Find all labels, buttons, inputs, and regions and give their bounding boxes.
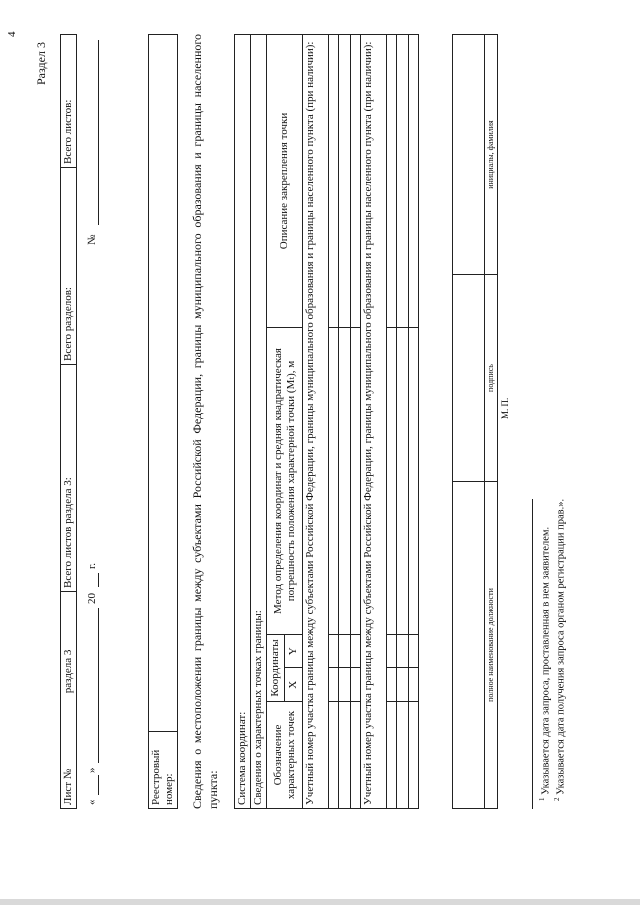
col-method: Метод определения координат и средняя квадратическая погрешность положения характерной точки (Mₜ), м <box>267 328 303 635</box>
col-coordinates: Координаты <box>267 635 285 702</box>
registry-value <box>149 35 178 732</box>
signature-sign-caption: подпись <box>485 275 498 482</box>
signature-name-caption: инициалы, фамилия <box>485 35 498 275</box>
footnotes <box>538 31 567 801</box>
date-open-quote: « <box>86 799 98 805</box>
record-1-cell: Учетный номер участка границы между субъектами Российской Федерации, границы муниципального образования и границы населенного пункта (при наличии): <box>303 35 329 809</box>
number-value-line <box>98 40 99 225</box>
footnote-1 <box>538 31 553 801</box>
registry-label: Реестровый номер: <box>149 732 178 809</box>
date-year-prefix: 20 <box>86 593 98 604</box>
table-row <box>397 35 409 809</box>
table-row <box>351 35 361 809</box>
signature-table <box>452 34 498 809</box>
registry-table <box>148 34 178 809</box>
points-info-cell: Сведения о характерных точках границы: <box>251 35 267 809</box>
table-row <box>387 35 397 809</box>
total-sheets-cell: Всего листов: <box>61 35 77 168</box>
signature-position-caption: полное наименование должности <box>485 482 498 809</box>
footnote-1-mark: 1 <box>538 797 546 801</box>
boundary-points-table <box>234 34 419 809</box>
number-line <box>84 35 102 285</box>
col-y: Y <box>285 635 303 669</box>
record-2-cell: Учетный номер участка границы между субъектами Российской Федерации, границы муниципального образования и границы населенного пункта (при наличии): <box>361 35 387 809</box>
signature-name-cell <box>453 35 485 275</box>
date-line <box>84 489 102 809</box>
total-sheets-section-cell: Всего листов раздела 3: <box>61 365 77 592</box>
section-label: Раздел 3 <box>34 42 48 85</box>
coord-system-cell: Система координат: <box>235 35 251 809</box>
header-table <box>60 34 77 809</box>
col-description: Описание закрепления точки <box>267 35 303 328</box>
footnote-rule <box>532 499 533 809</box>
table-row <box>409 35 419 809</box>
sheet-no-cell <box>61 592 77 809</box>
total-sections-cell: Всего разделов: <box>61 168 77 365</box>
section-ref-label: раздела 3 <box>62 649 74 694</box>
table-row <box>329 35 339 809</box>
footnote-2 <box>553 31 568 801</box>
footnote-1-text: Указывается дата запроса, проставленная в нем заявителем. <box>540 526 552 795</box>
table-row <box>339 35 351 809</box>
date-year-line <box>98 573 99 587</box>
footnote-2-mark: 2 <box>552 797 561 801</box>
sheet-no-label: Лист № <box>62 768 74 805</box>
date-month-line <box>98 608 99 763</box>
page-number: 4 <box>6 31 18 37</box>
date-day-line <box>98 775 99 795</box>
scan-edge <box>0 899 640 905</box>
col-designation: Обозначение характерных точек <box>267 702 303 809</box>
date-close-quote: » <box>86 767 98 773</box>
date-year-suffix: г. <box>86 562 98 569</box>
intro-paragraph: Сведения о местоположении границы между субъектами Российской Федерации, границы муниципального образования и границы населенного пункта: <box>190 34 220 809</box>
signature-position-cell <box>453 482 485 809</box>
signature-sign-cell <box>453 275 485 482</box>
col-x: X <box>285 668 303 702</box>
footnote-2-text: Указывается дата получения запроса органом регистрации прав.». <box>555 498 567 795</box>
number-sign: № <box>86 234 98 245</box>
stamp-placeholder: М. П. <box>500 397 510 419</box>
